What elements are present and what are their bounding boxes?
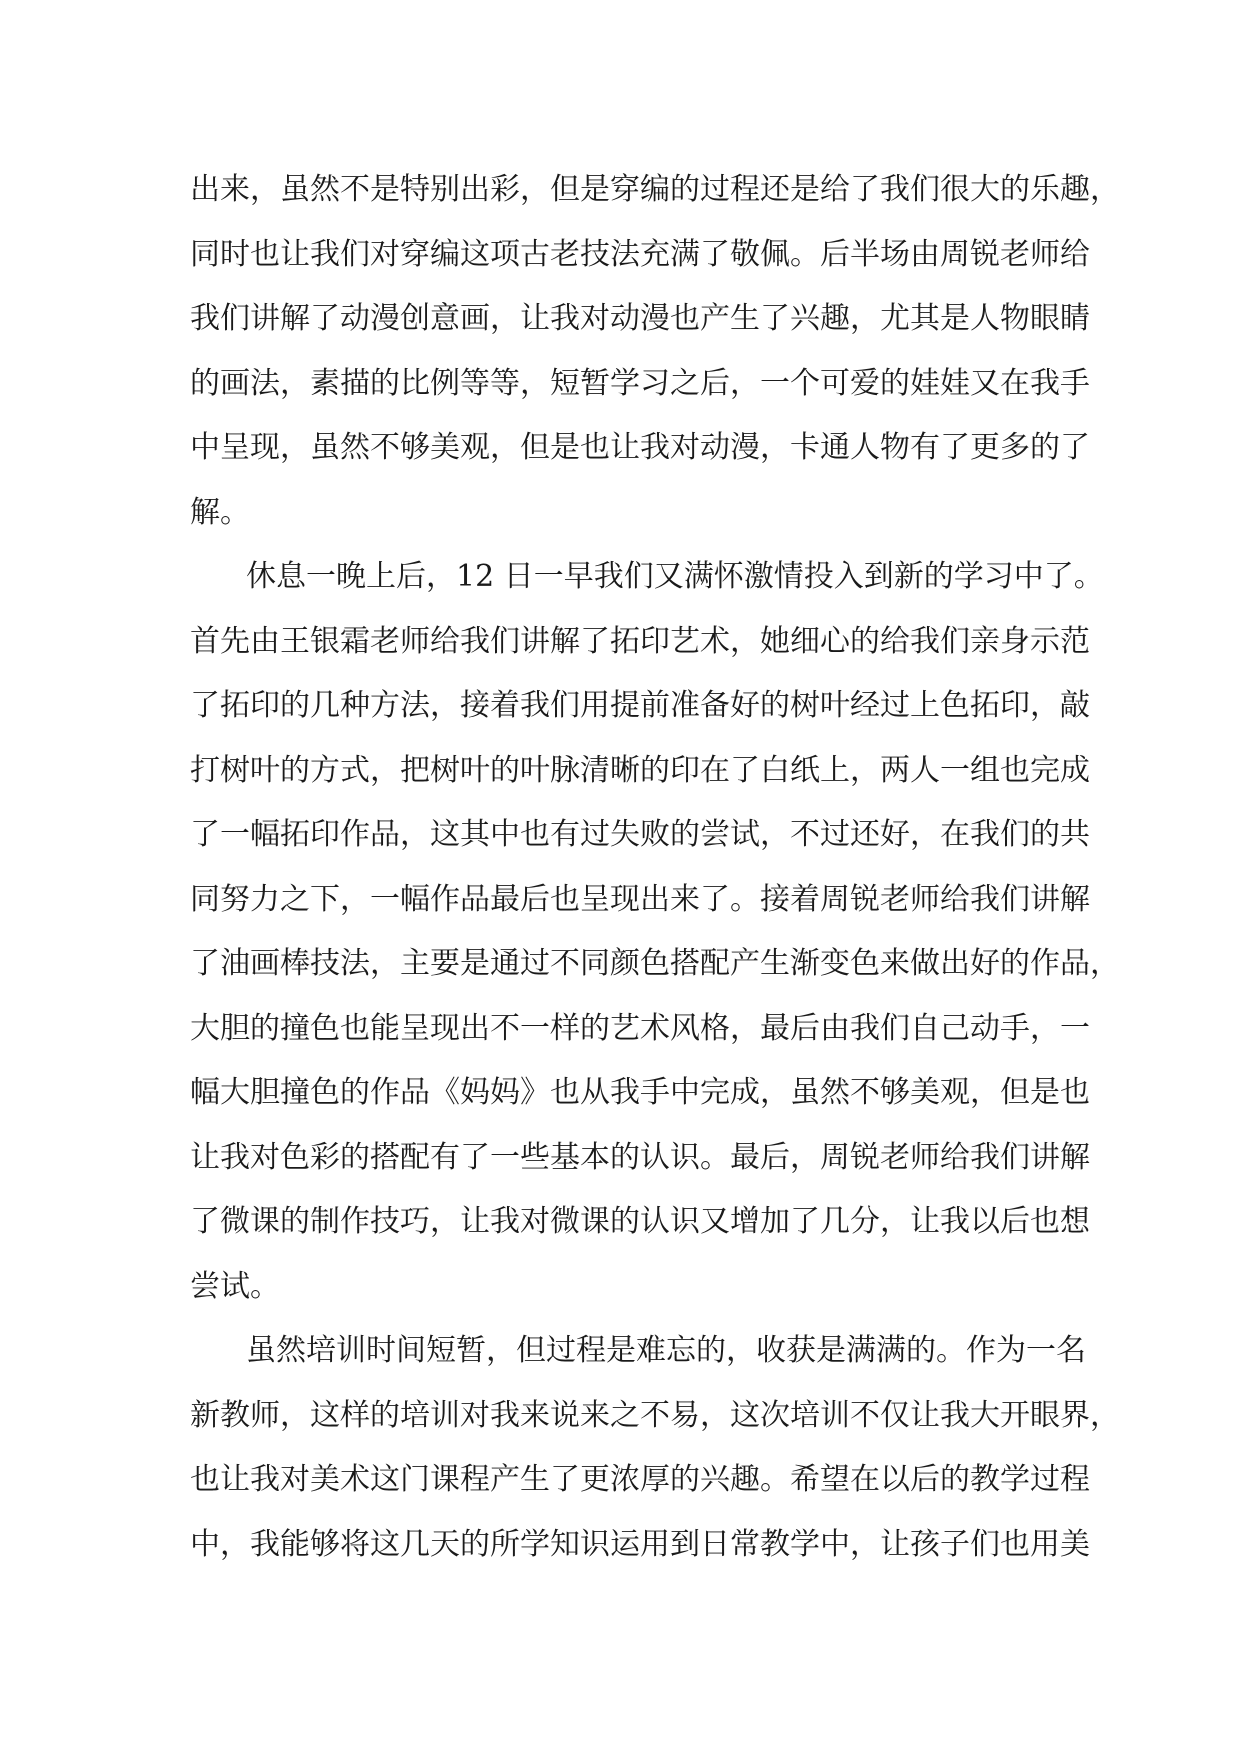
text-line: 解。 [190, 494, 250, 530]
text-line: 的画法，素描的比例等等，短暂学习之后，一个可爱的娃娃又在我手 [190, 365, 1090, 401]
text-line: 了拓印的几种方法，接着我们用提前准备好的树叶经过上色拓印，敲 [190, 688, 1090, 723]
text-line: 大胆的撞色也能呈现出不一样的艺术风格，最后由我们自己动手，一 [190, 1010, 1090, 1046]
text-line: 了油画棒技法，主要是通过不同颜色搭配产生渐变色来做出好的作品， [190, 946, 1120, 981]
text-line: 了微课的制作技巧，让我对微课的认识又增加了几分，让我以后也想 [190, 1204, 1090, 1239]
text-line: 让我对色彩的搭配有了一些基本的认识。最后，周锐老师给我们讲解 [190, 1139, 1090, 1175]
text-line: 了一幅拓印作品，这其中也有过失败的尝试，不过还好，在我们的共 [190, 817, 1090, 852]
document-body [190, 158, 1120, 1577]
text-line: 幅大胆撞色的作品《妈妈》也从我手中完成，虽然不够美观，但是也 [190, 1075, 1090, 1110]
text-line: 打树叶的方式，把树叶的叶脉清晰的印在了白纸上，两人一组也完成 [190, 752, 1090, 788]
text-line: 同努力之下，一幅作品最后也呈现出来了。接着周锐老师给我们讲解 [190, 881, 1090, 917]
text-line: 也让我对美术这门课程产生了更浓厚的兴趣。希望在以后的教学过程 [190, 1462, 1090, 1497]
text-line: 中，我能够将这几天的所学知识运用到日常教学中，让孩子们也用美 [190, 1526, 1090, 1562]
text-line: 尝试。 [190, 1268, 280, 1304]
text-line: 同时也让我们对穿编这项古老技法充满了敬佩。后半场由周锐老师给 [190, 236, 1090, 272]
text-line: 休息一晚上后，12 日一早我们又满怀激情投入到新的学习中了。 [246, 559, 1104, 594]
text-line: 我们讲解了动漫创意画，让我对动漫也产生了兴趣，尤其是人物眼睛 [190, 301, 1090, 336]
text-line: 新教师，这样的培训对我来说来之不易，这次培训不仅让我大开眼界， [190, 1397, 1120, 1433]
text-line: 中呈现，虽然不够美观，但是也让我对动漫，卡通人物有了更多的了 [190, 430, 1090, 465]
text-line: 首先由王银霜老师给我们讲解了拓印艺术，她细心的给我们亲身示范 [190, 623, 1090, 659]
text-line: 虽然培训时间短暂，但过程是难忘的，收获是满满的。作为一名 [246, 1333, 1086, 1368]
text-line: 出来，虽然不是特别出彩，但是穿编的过程还是给了我们很大的乐趣， [190, 172, 1120, 207]
